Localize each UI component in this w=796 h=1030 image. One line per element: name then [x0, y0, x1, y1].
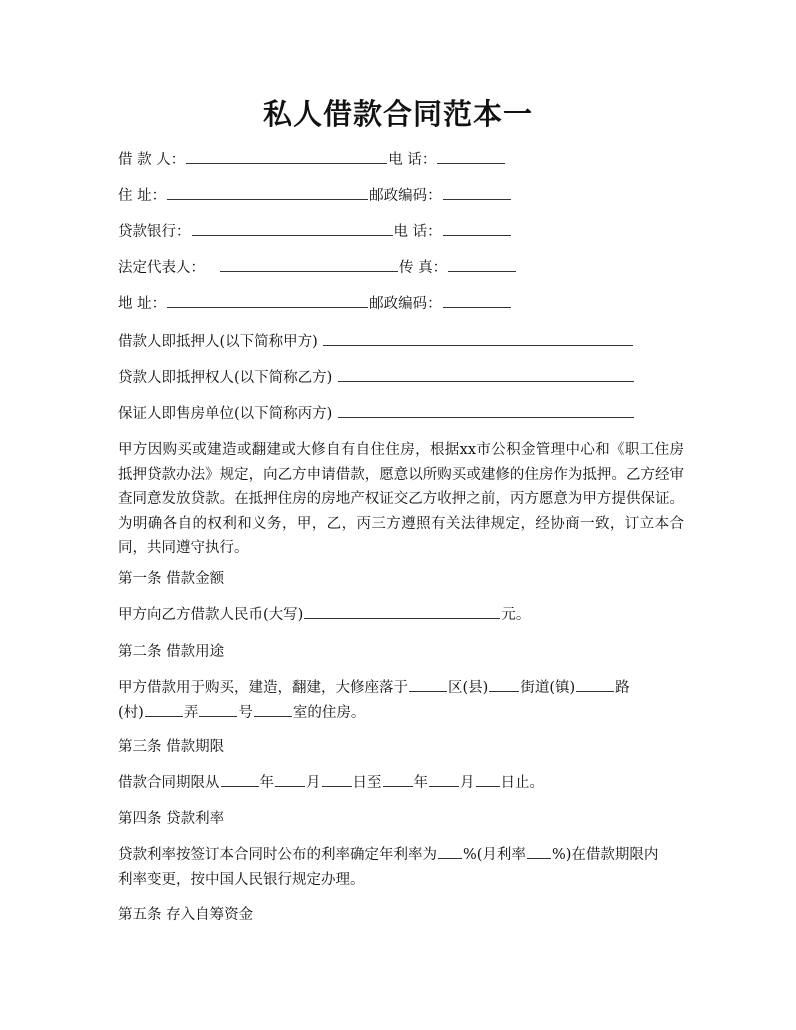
street-blank[interactable] — [489, 677, 519, 692]
party-b-blank[interactable] — [338, 367, 634, 382]
bank-blank[interactable] — [192, 221, 393, 236]
road-blank[interactable] — [576, 677, 614, 692]
borrower-phone-label: 电 话： — [388, 152, 437, 168]
info-row-address — [118, 184, 512, 208]
end-month-blank[interactable] — [429, 772, 459, 787]
start-day-blank[interactable] — [322, 772, 352, 787]
number-blank[interactable] — [199, 702, 237, 717]
start-month-blank[interactable] — [275, 772, 305, 787]
amount-blank[interactable] — [304, 604, 500, 619]
fax-label: 传 真： — [399, 260, 448, 276]
end-year-blank[interactable] — [383, 772, 413, 787]
borrower-label: 借 款 人： — [118, 152, 186, 168]
party-a-blank[interactable] — [323, 331, 633, 346]
bank-phone-label: 电 话： — [393, 224, 442, 240]
room-blank[interactable] — [254, 702, 292, 717]
document-title: 私人借款合同范本一 — [262, 97, 533, 131]
party-c-label: 保证人即售房单位(以下简称丙方) — [118, 406, 333, 422]
postcode2-blank[interactable] — [443, 293, 511, 308]
article-2-text: 甲方借款用于购买，建造，翻建，大修座落于 区(县) 街道(镇) 路 (村) 弄 号 室的住房。 — [118, 676, 684, 725]
monthly-rate-blank[interactable] — [527, 844, 551, 859]
start-year-blank[interactable] — [221, 772, 259, 787]
preamble-paragraph: 甲方因购买或建造或翻建或大修自有自住住房，根据xx市公积金管理中心和《职工住房抵押贷款办法》规定，向乙方申请借款，愿意以所购买或建修的住房作为抵押。乙方经审查同意发放贷款。在抵押住房的房地产权证交乙方收押之前，丙方愿意为甲方提供保证。为明确各自的权利和义务，甲，乙，丙三方遵照有关法律规定，经协商一致，订立本合同，共同遵守执行。 — [118, 442, 684, 556]
postcode2-label: 邮政编码： — [369, 296, 442, 312]
party-b-row — [118, 366, 635, 390]
fax-blank[interactable] — [448, 257, 516, 272]
info-row-borrower — [118, 148, 506, 172]
address-label: 住 址： — [118, 188, 167, 204]
article-4-text: 贷款利率按签订本合同时公布的利率确定年利率为 %(月利率 %)在借款期限内 利率变更，按中国人民银行规定办理。 — [118, 843, 684, 892]
postcode-label: 邮政编码： — [369, 188, 442, 204]
lane-blank[interactable] — [145, 702, 183, 717]
article-4-heading: 第四条 贷款利率 — [118, 811, 225, 827]
district-blank[interactable] — [409, 677, 447, 692]
article-3-text: 借款合同期限从 年 月 日至 年 月 日止。 — [118, 771, 544, 795]
article-2-heading: 第二条 借款用途 — [118, 644, 225, 660]
legal-rep-blank[interactable] — [220, 257, 398, 272]
address2-label: 地 址： — [118, 296, 167, 312]
address2-blank[interactable] — [167, 293, 368, 308]
party-a-label: 借款人即抵押人(以下简称甲方) — [118, 334, 318, 350]
bank-phone-blank[interactable] — [443, 221, 511, 236]
address-blank[interactable] — [167, 185, 368, 200]
article-1-text: 甲方向乙方借款人民币(大写) 元。 — [118, 603, 530, 627]
borrower-phone-blank[interactable] — [437, 149, 505, 164]
info-row-bank — [118, 220, 512, 244]
info-row-address2 — [118, 292, 512, 316]
party-b-label: 贷款人即抵押权人(以下简称乙方) — [118, 370, 333, 386]
bank-label: 贷款银行： — [118, 224, 191, 240]
end-day-blank[interactable] — [476, 772, 500, 787]
annual-rate-blank[interactable] — [438, 844, 462, 859]
legal-rep-label: 法定代表人： — [118, 260, 205, 276]
party-c-row — [118, 402, 635, 426]
borrower-blank[interactable] — [186, 149, 387, 164]
party-a-row — [118, 330, 634, 354]
party-c-blank[interactable] — [338, 403, 634, 418]
article-5-heading: 第五条 存入自筹资金 — [118, 907, 254, 923]
article-1-heading: 第一条 借款金额 — [118, 571, 225, 587]
article-3-heading: 第三条 借款期限 — [118, 739, 225, 755]
postcode-blank[interactable] — [443, 185, 511, 200]
info-row-legal-rep — [118, 256, 517, 280]
